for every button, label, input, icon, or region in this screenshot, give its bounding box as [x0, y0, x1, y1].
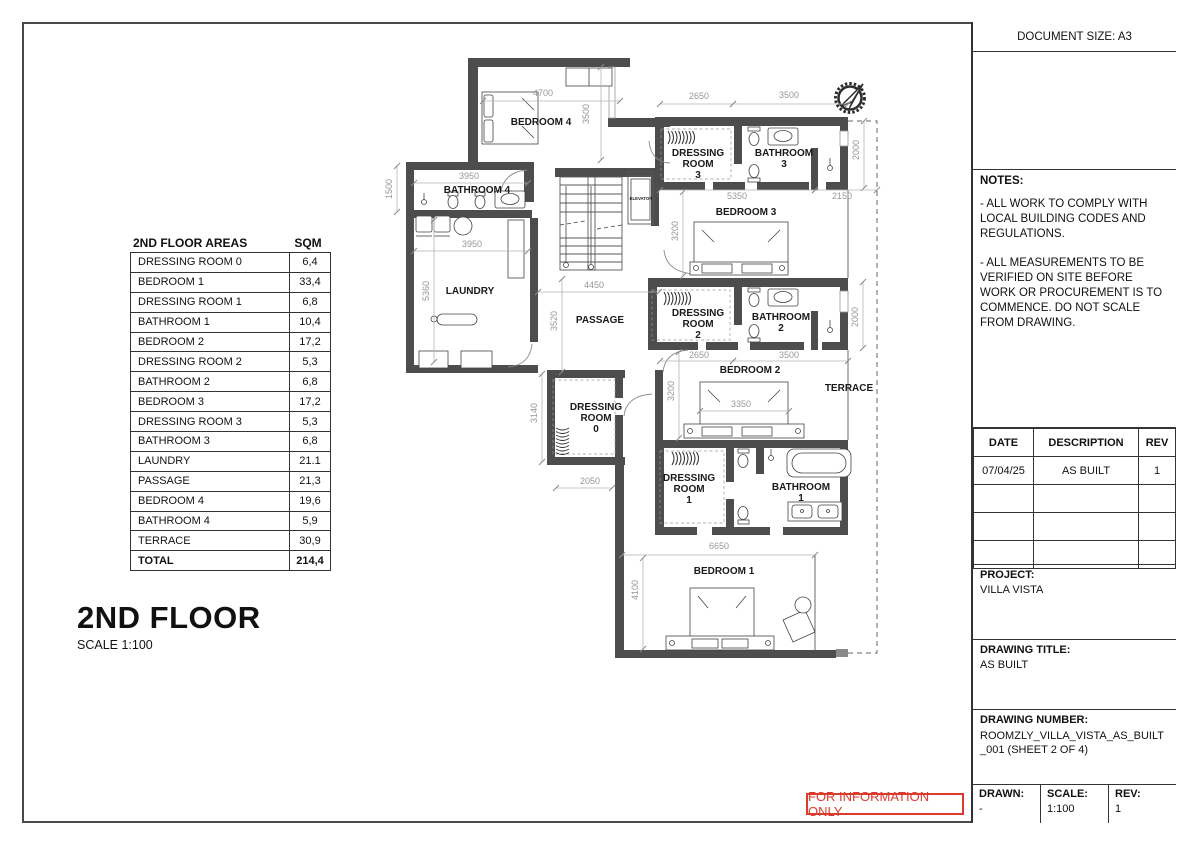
hanger-rail-icon [664, 292, 691, 305]
revision-cell [1139, 485, 1176, 513]
dimension-text: 2650 [688, 350, 710, 360]
room-label-bathroom-2: BATHROOM 2 [751, 312, 811, 334]
drawing-title-value: AS BUILT [980, 659, 1029, 671]
areas-table-cell: DRESSING ROOM 1 [131, 292, 290, 312]
dimension-text: 3950 [458, 171, 480, 181]
room-label-laundry: LAUNDRY [445, 286, 495, 297]
areas-table-cell: 214,4 [290, 551, 331, 571]
areas-table-row [131, 531, 331, 551]
areas-table-title: 2ND FLOOR AREAS [133, 235, 248, 250]
note-item: - ALL WORK TO COMPLY WITH LOCAL BUILDING CODES AND REGULATIONS. [980, 198, 1148, 240]
note-item: - ALL MEASUREMENTS TO BE VERIFIED ON SITE BEFORE WORK OR PROCUREMENT IS TO COMMENCE. DO NOT SCALE FROM DRAWING. [980, 257, 1163, 329]
dimension-text: 5350 [726, 191, 748, 201]
areas-table-row [131, 253, 331, 273]
revision-row [974, 513, 1176, 541]
dimension-text: 3200 [666, 380, 676, 402]
dimension [549, 276, 565, 375]
dimension-text: 4450 [583, 280, 605, 290]
hanger-symbols [556, 131, 699, 465]
revision-cell: 07/04/25 [974, 457, 1034, 485]
room-label-bathroom-4: BATHROOM 4 [443, 185, 511, 196]
rev-col-description: DESCRIPTION [1034, 429, 1139, 457]
room-label-dressing-room-1: DRESSING ROOM 1 [662, 473, 716, 506]
drawing-number-label: DRAWING NUMBER: [980, 714, 1089, 726]
areas-table-cell: 5,3 [290, 412, 331, 432]
dimension-text: 3500 [778, 350, 800, 360]
areas-table-cell: TOTAL [131, 551, 290, 571]
areas-table-cell: 21,3 [290, 471, 331, 491]
areas-table-row [131, 332, 331, 352]
revision-cell [974, 513, 1034, 541]
room-label-elevator: ELEVATOR [629, 196, 653, 201]
areas-table-row [131, 491, 331, 511]
document-size: DOCUMENT SIZE: A3 [973, 22, 1176, 52]
areas-table-cell: BATHROOM 3 [131, 432, 290, 452]
dimension-text: 3520 [549, 310, 559, 332]
revision-row [974, 485, 1176, 513]
areas-table-cell: 19,6 [290, 491, 331, 511]
project-label: PROJECT: [980, 569, 1035, 581]
drawing-number-section [973, 710, 1176, 785]
areas-table-row [131, 471, 331, 491]
areas-table-row [131, 551, 331, 571]
areas-table-row [131, 392, 331, 412]
dimension-text: 2000 [851, 139, 861, 161]
revision-cell [1034, 513, 1139, 541]
areas-table-row [131, 352, 331, 372]
notes-section [973, 170, 1176, 428]
dimension-text: 2050 [579, 476, 601, 486]
room-label-dressing-room-0: DRESSING ROOM 0 [569, 402, 623, 435]
revision-cell [974, 485, 1034, 513]
project-value: VILLA VISTA [980, 584, 1044, 596]
areas-table-cell: 6,8 [290, 372, 331, 392]
dimension [384, 163, 400, 215]
dimension [421, 217, 437, 365]
areas-table-cell: 10,4 [290, 312, 331, 332]
areas-table-cell: DRESSING ROOM 3 [131, 412, 290, 432]
areas-table-cell: PASSAGE [131, 471, 290, 491]
rev-cell [1109, 785, 1176, 823]
dimension [730, 350, 851, 364]
dimension [657, 91, 736, 107]
floor-scale-text: SCALE 1:100 [77, 638, 153, 652]
room-label-bedroom-4: BEDROOM 4 [510, 117, 572, 128]
floor-title-text: 2ND FLOOR [77, 600, 261, 635]
areas-table-cell: 5,9 [290, 511, 331, 531]
glass-walls [815, 190, 848, 650]
areas-table-cell: 33,4 [290, 272, 331, 292]
areas-table-cell: BEDROOM 1 [131, 272, 290, 292]
room-label-bedroom-1: BEDROOM 1 [693, 566, 755, 577]
drawing-title-section [973, 640, 1176, 710]
scale-cell [1041, 785, 1109, 823]
dimension [529, 371, 545, 465]
revision-cell: AS BUILT [1034, 457, 1139, 485]
areas-table-cell: BATHROOM 1 [131, 312, 290, 332]
room-label-bedroom-3: BEDROOM 3 [715, 207, 777, 218]
areas-table-cell: BATHROOM 4 [131, 511, 290, 531]
dimension [553, 476, 615, 491]
areas-table-cell: DRESSING ROOM 2 [131, 352, 290, 372]
areas-table-row [131, 412, 331, 432]
scale-label: SCALE: [1047, 788, 1088, 800]
hanger-rail-icon [672, 452, 699, 465]
dimension-text: 3140 [529, 402, 539, 424]
revision-cell: 1 [1139, 457, 1176, 485]
areas-table-cell: DRESSING ROOM 0 [131, 253, 290, 273]
notes-label: NOTES: [980, 175, 1024, 187]
room-label-bedroom-2: BEDROOM 2 [719, 365, 781, 376]
drawn-value: - [979, 803, 983, 815]
dimension [411, 171, 531, 186]
dimension-text: 3950 [461, 239, 483, 249]
areas-table-cell: 6,8 [290, 432, 331, 452]
areas-table-unit-header: SQM [294, 235, 322, 250]
rev-value: 1 [1115, 803, 1122, 815]
project-section [973, 565, 1176, 640]
areas-table-cell: 6,8 [290, 292, 331, 312]
dimension-text: 2150 [831, 191, 853, 201]
room-label-bathroom-3: BATHROOM 3 [754, 148, 814, 170]
areas-table-cell: BATHROOM 2 [131, 372, 290, 392]
areas-table-cell: BEDROOM 2 [131, 332, 290, 352]
areas-table-cell: LAUNDRY [131, 451, 290, 471]
dimension [657, 350, 736, 364]
areas-table-cell: BEDROOM 4 [131, 491, 290, 511]
areas-table-cell: 6,4 [290, 253, 331, 273]
drawn-cell [973, 785, 1041, 823]
dimension-text: 4700 [532, 88, 554, 98]
areas-table-cell: BEDROOM 3 [131, 392, 290, 412]
dimension [850, 279, 866, 351]
drawing-title-label: DRAWING TITLE: [980, 644, 1071, 656]
areas-table-cell: 17,2 [290, 332, 331, 352]
areas-table-row [131, 451, 331, 471]
room-label-terrace: TERRACE [824, 383, 874, 394]
areas-table-row [131, 432, 331, 452]
dimension-text: 2000 [850, 306, 860, 328]
dimension [851, 118, 867, 191]
areas-table-row [131, 292, 331, 312]
dimension [730, 90, 851, 107]
drawing-number-value: ROOMZLY_VILLA_VISTA_AS_BUILT_001 (SHEET 2 OF 4) [980, 730, 1165, 756]
revision-cell [1139, 513, 1176, 541]
staircase [560, 177, 622, 270]
areas-table-cell: TERRACE [131, 531, 290, 551]
floor-title [77, 600, 261, 652]
dimension [630, 555, 646, 652]
dimension-text: 1500 [384, 178, 394, 200]
areas-table [130, 233, 331, 571]
areas-table-row [131, 372, 331, 392]
title-block-footer [973, 785, 1176, 823]
rev-col-date: DATE [974, 429, 1034, 457]
hanger-rail-icon [668, 131, 695, 144]
dimension-text: 4100 [630, 579, 640, 601]
room-label-passage: PASSAGE [575, 315, 625, 326]
rev-label: REV: [1115, 788, 1141, 800]
title-block [971, 22, 1176, 823]
north-arrow-icon [836, 84, 865, 113]
areas-table-row [131, 312, 331, 332]
revision-row [974, 457, 1176, 485]
areas-table-row [131, 272, 331, 292]
hanger-rail-icon [556, 428, 569, 455]
rev-col-rev: REV [1139, 429, 1176, 457]
areas-table-cell: 5,3 [290, 352, 331, 372]
room-label-bathroom-1: BATHROOM 1 [771, 482, 831, 504]
scale-value: 1:100 [1047, 803, 1075, 815]
logo-box [973, 52, 1176, 170]
dimension [670, 189, 686, 279]
dimension-text: 5360 [421, 280, 431, 302]
information-only-stamp: FOR INFORMATION ONLY [806, 793, 964, 815]
dimension-text: 3200 [670, 220, 680, 242]
areas-table-cell: 30,9 [290, 531, 331, 551]
room-label-dressing-room-3: DRESSING ROOM 3 [671, 148, 725, 181]
dimension-text: 2650 [688, 91, 710, 101]
dimension [666, 349, 682, 441]
room-label-dressing-room-2: DRESSING ROOM 2 [671, 308, 725, 341]
dimension [535, 280, 662, 295]
dimension-text: 3500 [581, 103, 591, 125]
revision-table [973, 428, 1176, 565]
dimension-text: 3350 [730, 399, 752, 409]
drawn-label: DRAWN: [979, 788, 1025, 800]
revision-cell [1034, 485, 1139, 513]
dimension [619, 541, 818, 558]
areas-table-cell: 17,2 [290, 392, 331, 412]
areas-table-cell: 21.1 [290, 451, 331, 471]
areas-table-row [131, 511, 331, 531]
dimension-text: 3500 [778, 90, 800, 100]
dimension-text: 6650 [708, 541, 730, 551]
